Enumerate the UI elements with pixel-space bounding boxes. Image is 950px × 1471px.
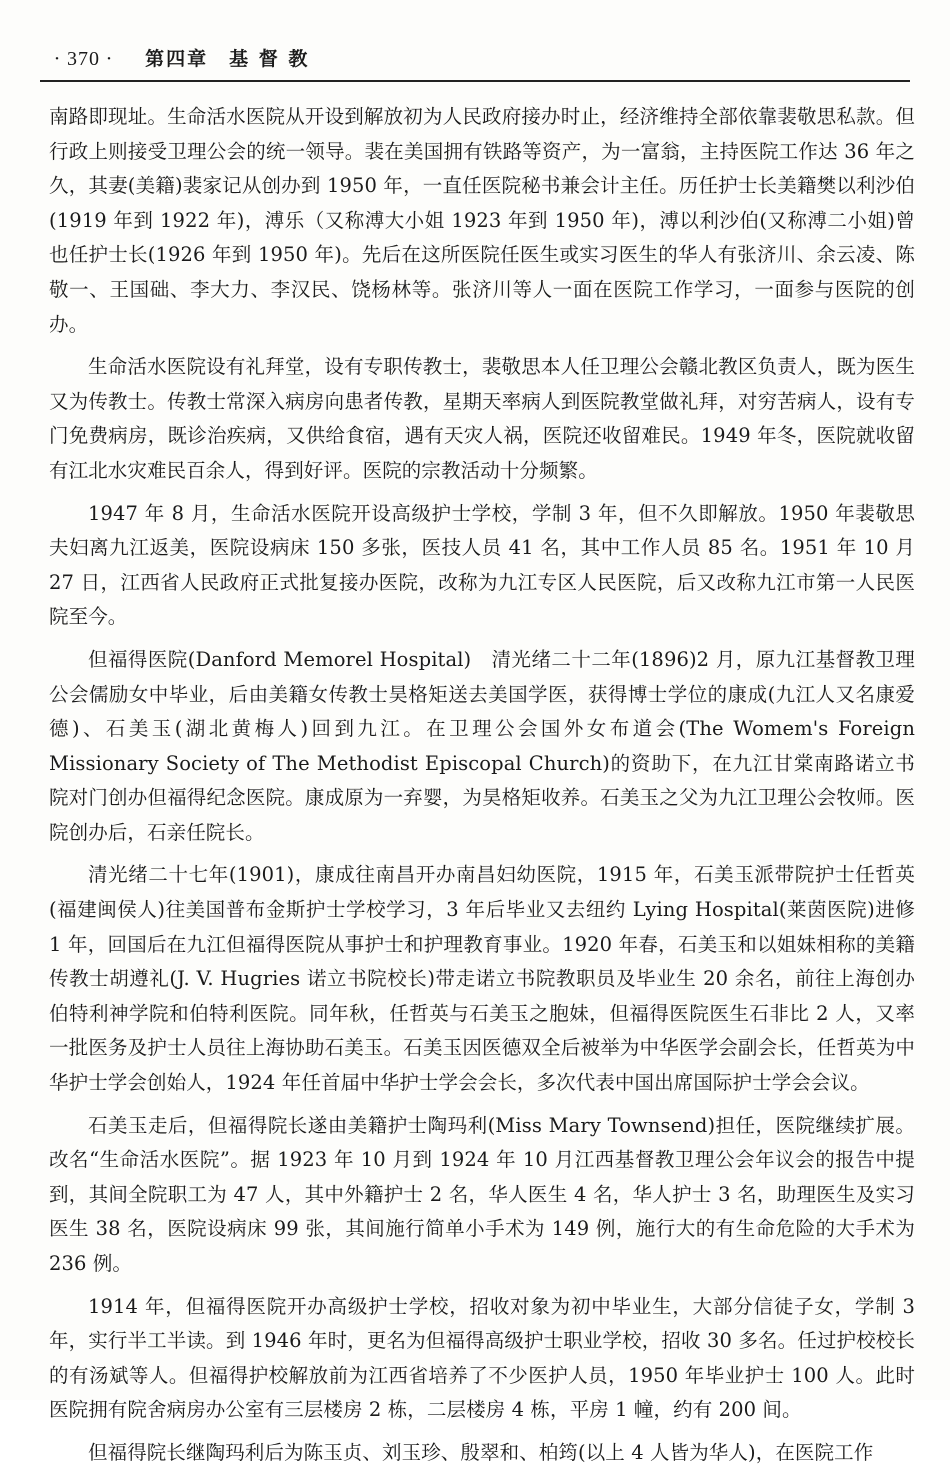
paragraph: 但福得院长继陶玛利后为陈玉贞、刘玉珍、殷翠和、柏筠(以上 4 人皆为华人)，在医院工作: [88, 1440, 874, 1464]
paragraph: 生命活水医院设有礼拜堂，设有专职传教士，裴敬思本人任卫理公会赣北教区负责人，既为医生又为传教士。传教士常深入病房向患者传教，星期天率病人到医院教堂做礼拜，对穷苦病人，设有专门免费病房，既诊治疾病，又供给食宿，遇有天灾人祸，医院还收留难民。1949 年冬，医院就收留有江北水灾难民百余人，得到好评。医院的宗教活动十分频繁。: [49, 355, 915, 482]
chapter-title: 第四章 基 督 教: [145, 48, 310, 70]
paragraph: 清光绪二十七年(1901)，康成往南昌开办南昌妇幼医院，1915 年，石美玉派带院护士任哲英(福建闽侯人)往美国普布金斯护士学校学习，3 年后毕业又去纽约 Lying Hospital(莱茵医院)进修 1 年，回国后在九江但福得医院从事护士和护理教育事业。1920 年春，石美玉和以姐妹相称的美籍传教士胡遵礼(J. V. Hugries 诺立书院校长)带走诺立书院教职员及毕业生 20 余名，前往上海创办伯特利神学院和伯特利医院。同年秋，任哲英与石美玉之胞妹，但福得医院医生石非比 2 人，又率一批医务及护士人员往上海协助石美玉。石美玉因医德双全后被举为中华医学会副会长，任哲英为中华护士学会创始人，1924 年任首届中华护士学会会长，多次代表中国出席国际护士学会会议。: [49, 863, 915, 1095]
paragraph: 但福得医院(Danford Memorel Hospital) 清光绪二十二年(1896)2 月，原九江基督教卫理公会儒励女中毕业，后由美籍女传教士昊格矩送去美国学医，获得博士学位的康成(九江人又名康爱德)、石美玉(湖北黄梅人)回到九江。在卫理公会国外女布道会(The Womem's Foreign Missionary Society of The Methodist Episcopal Church)的资助下，在九江甘棠南路诺立书院对门创办但福得纪念医院。康成原为一弃婴，为昊格矩收养。石美玉之父为九江卫理公会牧师。医院创办后，石亲任院长。: [49, 647, 915, 844]
header-dot-left: ·: [54, 48, 62, 70]
paragraph: 南路即现址。生命活水医院从开设到解放初为人民政府接办时止，经济维持全部依靠裴敬思私款。但行政上则接受卫理公会的统一领导。裴在美国拥有铁路等资产，为一富翁，主持医院工作达 36 年之久，其妻(美籍)裴家记从创办到 1950 年，一直任医院秘书兼会计主任。历任护士长美籍樊以利沙伯(1919 年到 1922 年)，溥乐（又称溥大小姐 1923 年到 1950 年)，溥以利沙伯(又称溥二小姐)曾也任护士长(1926 年到 1950 年)。先后在这所医院任医生或实习医生的华人有张济川、余云凌、陈敬一、王国础、李大力、李汉民、饶杨林等。张济川等人一面在医院工作学习，一面参与医院的创办。: [49, 105, 915, 336]
header-dot-right: ·: [106, 48, 114, 70]
header-rule: [40, 80, 910, 82]
body-text: [49, 100, 915, 1471]
running-header: [48, 44, 912, 78]
paragraph: 石美玉走后，但福得院长遂由美籍护士陶玛利(Miss Mary Townsend)担任，医院继续扩展。改名“生命活水医院”。据 1923 年 10 月到 1924 年 10 月江西基督教卫理公会年议会的报告中提到，其间全院职工为 47 人，其中外籍护士 2 名，华人医生 4 名，华人护士 3 名，助理医生及实习医生 38 名，医院设病床 99 张，其间施行简单小手术为 149 例，施行大的有生命危险的大手术为 236 例。: [49, 1113, 915, 1275]
paragraph: 1947 年 8 月，生命活水医院开设高级护士学校，学制 3 年，但不久即解放。1950 年裴敬思夫妇离九江返美，医院设病床 150 多张，医技人员 41 名，其中工作人员 85 名。1951 年 10 月 27 日，江西省人民政府正式批复接办医院，改称为九江专区人民医院，后又改称九江市第一人民医院至今。: [49, 501, 915, 629]
page-number: 370: [67, 48, 101, 70]
paragraph: 1914 年，但福得医院开办高级护士学校，招收对象为初中毕业生，大部分信徒子女，学制 3 年，实行半工半读。到 1946 年时，更名为但福得高级护士职业学校，招收 30 多名。任过护校校长的有汤斌等人。但福得护校解放前为江西省培养了不少医护人员，1950 年毕业护士 100 人。此时医院拥有院舍病房办公室有三层楼房 2 栋，二层楼房 4 栋，平房 1 幢，约有 200 间。: [49, 1294, 915, 1422]
